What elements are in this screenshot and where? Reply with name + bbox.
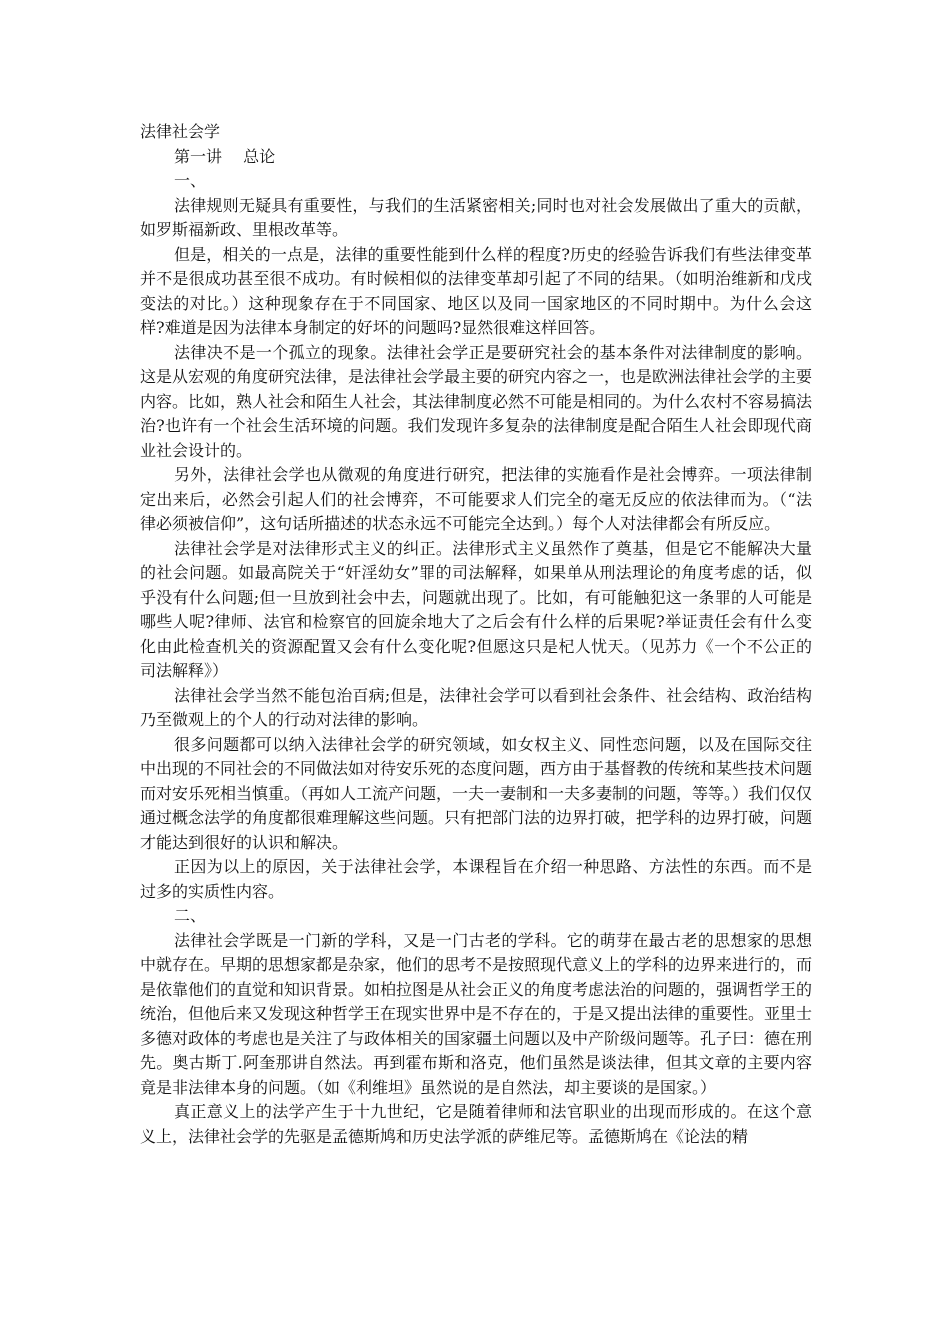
paragraph: 法律规则无疑具有重要性，与我们的生活紧密相关;同时也对社会发展做出了重大的贡献，如罗斯福新政、里根改革等。: [140, 195, 812, 239]
paragraph: 法律社会学是对法律形式主义的纠正。法律形式主义虽然作了奠基，但是它不能解决大量的社会问题。如最高院关于“奸淫幼女”罪的司法解释，如果单从刑法理论的角度考虑的话，似乎没有什么问题;但一旦放到社会中去，问题就出现了。比如，有可能触犯这一条罪的人可能是哪些人呢?律师、法官和检察官的回旋余地大了之后会有什么样的后果呢?举证责任会有什么变化由此检查机关的资源配置又会有什么变化呢?但愿这只是杞人忧天。（见苏力《一个不公正的司法解释》）: [140, 538, 812, 680]
document-page: [140, 120, 812, 1149]
section-two-marker: 二、: [174, 906, 207, 925]
paragraph: 很多问题都可以纳入法律社会学的研究领域，如女权主义、同性恋问题，以及在国际交往中出现的不同社会的不同做法如对待安乐死的态度问题，西方由于基督教的传统和某些技术问题而对安乐死相当慎重。（再如人工流产问题，一夫一妻制和一夫多妻制的问题，等等。）我们仅仅通过概念法学的角度都很难理解这些问题。只有把部门法的边界打破，把学科的边界打破，问题才能达到很好的认识和解决。: [140, 734, 813, 852]
paragraph: 法律社会学既是一门新的学科，又是一门古老的学科。它的萌芽在最古老的思想家的思想中就存在。早期的思想家都是杂家，他们的思考不是按照现代意义上的学科的边界来进行的，而是依靠他们的直觉和知识背景。如柏拉图是从社会正义的角度考虑法治的问题的，强调哲学王的统治，但他后来又发现这种哲学王在现实世界中是不存在的，于是又提出法律的重要性。亚里士多德对政体的考虑也是关注了与政体相关的国家疆土问题以及中产阶级问题等。孔子曰：德在刑先。奥古斯丁.阿奎那讲自然法。再到霍布斯和洛克，他们虽然是谈法律，但其文章的主要内容竟是非法律本身的问题。（如《利维坦》虽然说的是自然法，却主要谈的是国家。）: [140, 930, 813, 1097]
document-title: 法律社会学: [140, 122, 221, 141]
paragraph: 正因为以上的原因，关于法律社会学，本课程旨在介绍一种思路、方法性的东西。而不是过多的实质性内容。: [140, 857, 812, 901]
section-one-marker: 一、: [174, 171, 207, 190]
paragraph: 另外，法律社会学也从微观的角度进行研究，把法律的实施看作是社会博弈。一项法律制定出来后，必然会引起人们的社会博弈，不可能要求人们完全的毫无反应的依法律而为。（“法律必须被信仰”，这句话所描述的状态永远不可能完全达到。）每个人对法律都会有所反应。: [140, 465, 812, 533]
paragraph: 但是，相关的一点是，法律的重要性能到什么样的程度?历史的经验告诉我们有些法律变革并不是很成功甚至很不成功。有时候相似的法律变革却引起了不同的结果。（如明治维新和戊戌变法的对比。）这种现象存在于不同国家、地区以及同一国家地区的不同时期中。为什么会这样?难道是因为法律本身制定的好坏的问题吗?显然很难这样回答。: [140, 244, 812, 337]
paragraph: 法律社会学当然不能包治百病;但是，法律社会学可以看到社会条件、社会结构、政治结构乃至微观上的个人的行动对法律的影响。: [140, 685, 812, 729]
paragraph: 真正意义上的法学产生于十九世纪，它是随着律师和法官职业的出现而形成的。在这个意义上，法律社会学的先驱是孟德斯鸠和历史法学派的萨维尼等。孟德斯鸠在《论法的精: [140, 1102, 812, 1146]
lecture-title: 第一讲 总论: [174, 146, 276, 166]
paragraph: 法律决不是一个孤立的现象。法律社会学正是要研究社会的基本条件对法律制度的影响。这是从宏观的角度研究法律，是法律社会学最主要的研究内容之一，也是欧洲法律社会学的主要内容。比如，熟人社会和陌生人社会，其法律制度必然不可能是相同的。为什么农村不容易搞法治?也许有一个社会生活环境的问题。我们发现许多复杂的法律制度是配合陌生人社会即现代商业社会设计的。: [140, 342, 813, 460]
